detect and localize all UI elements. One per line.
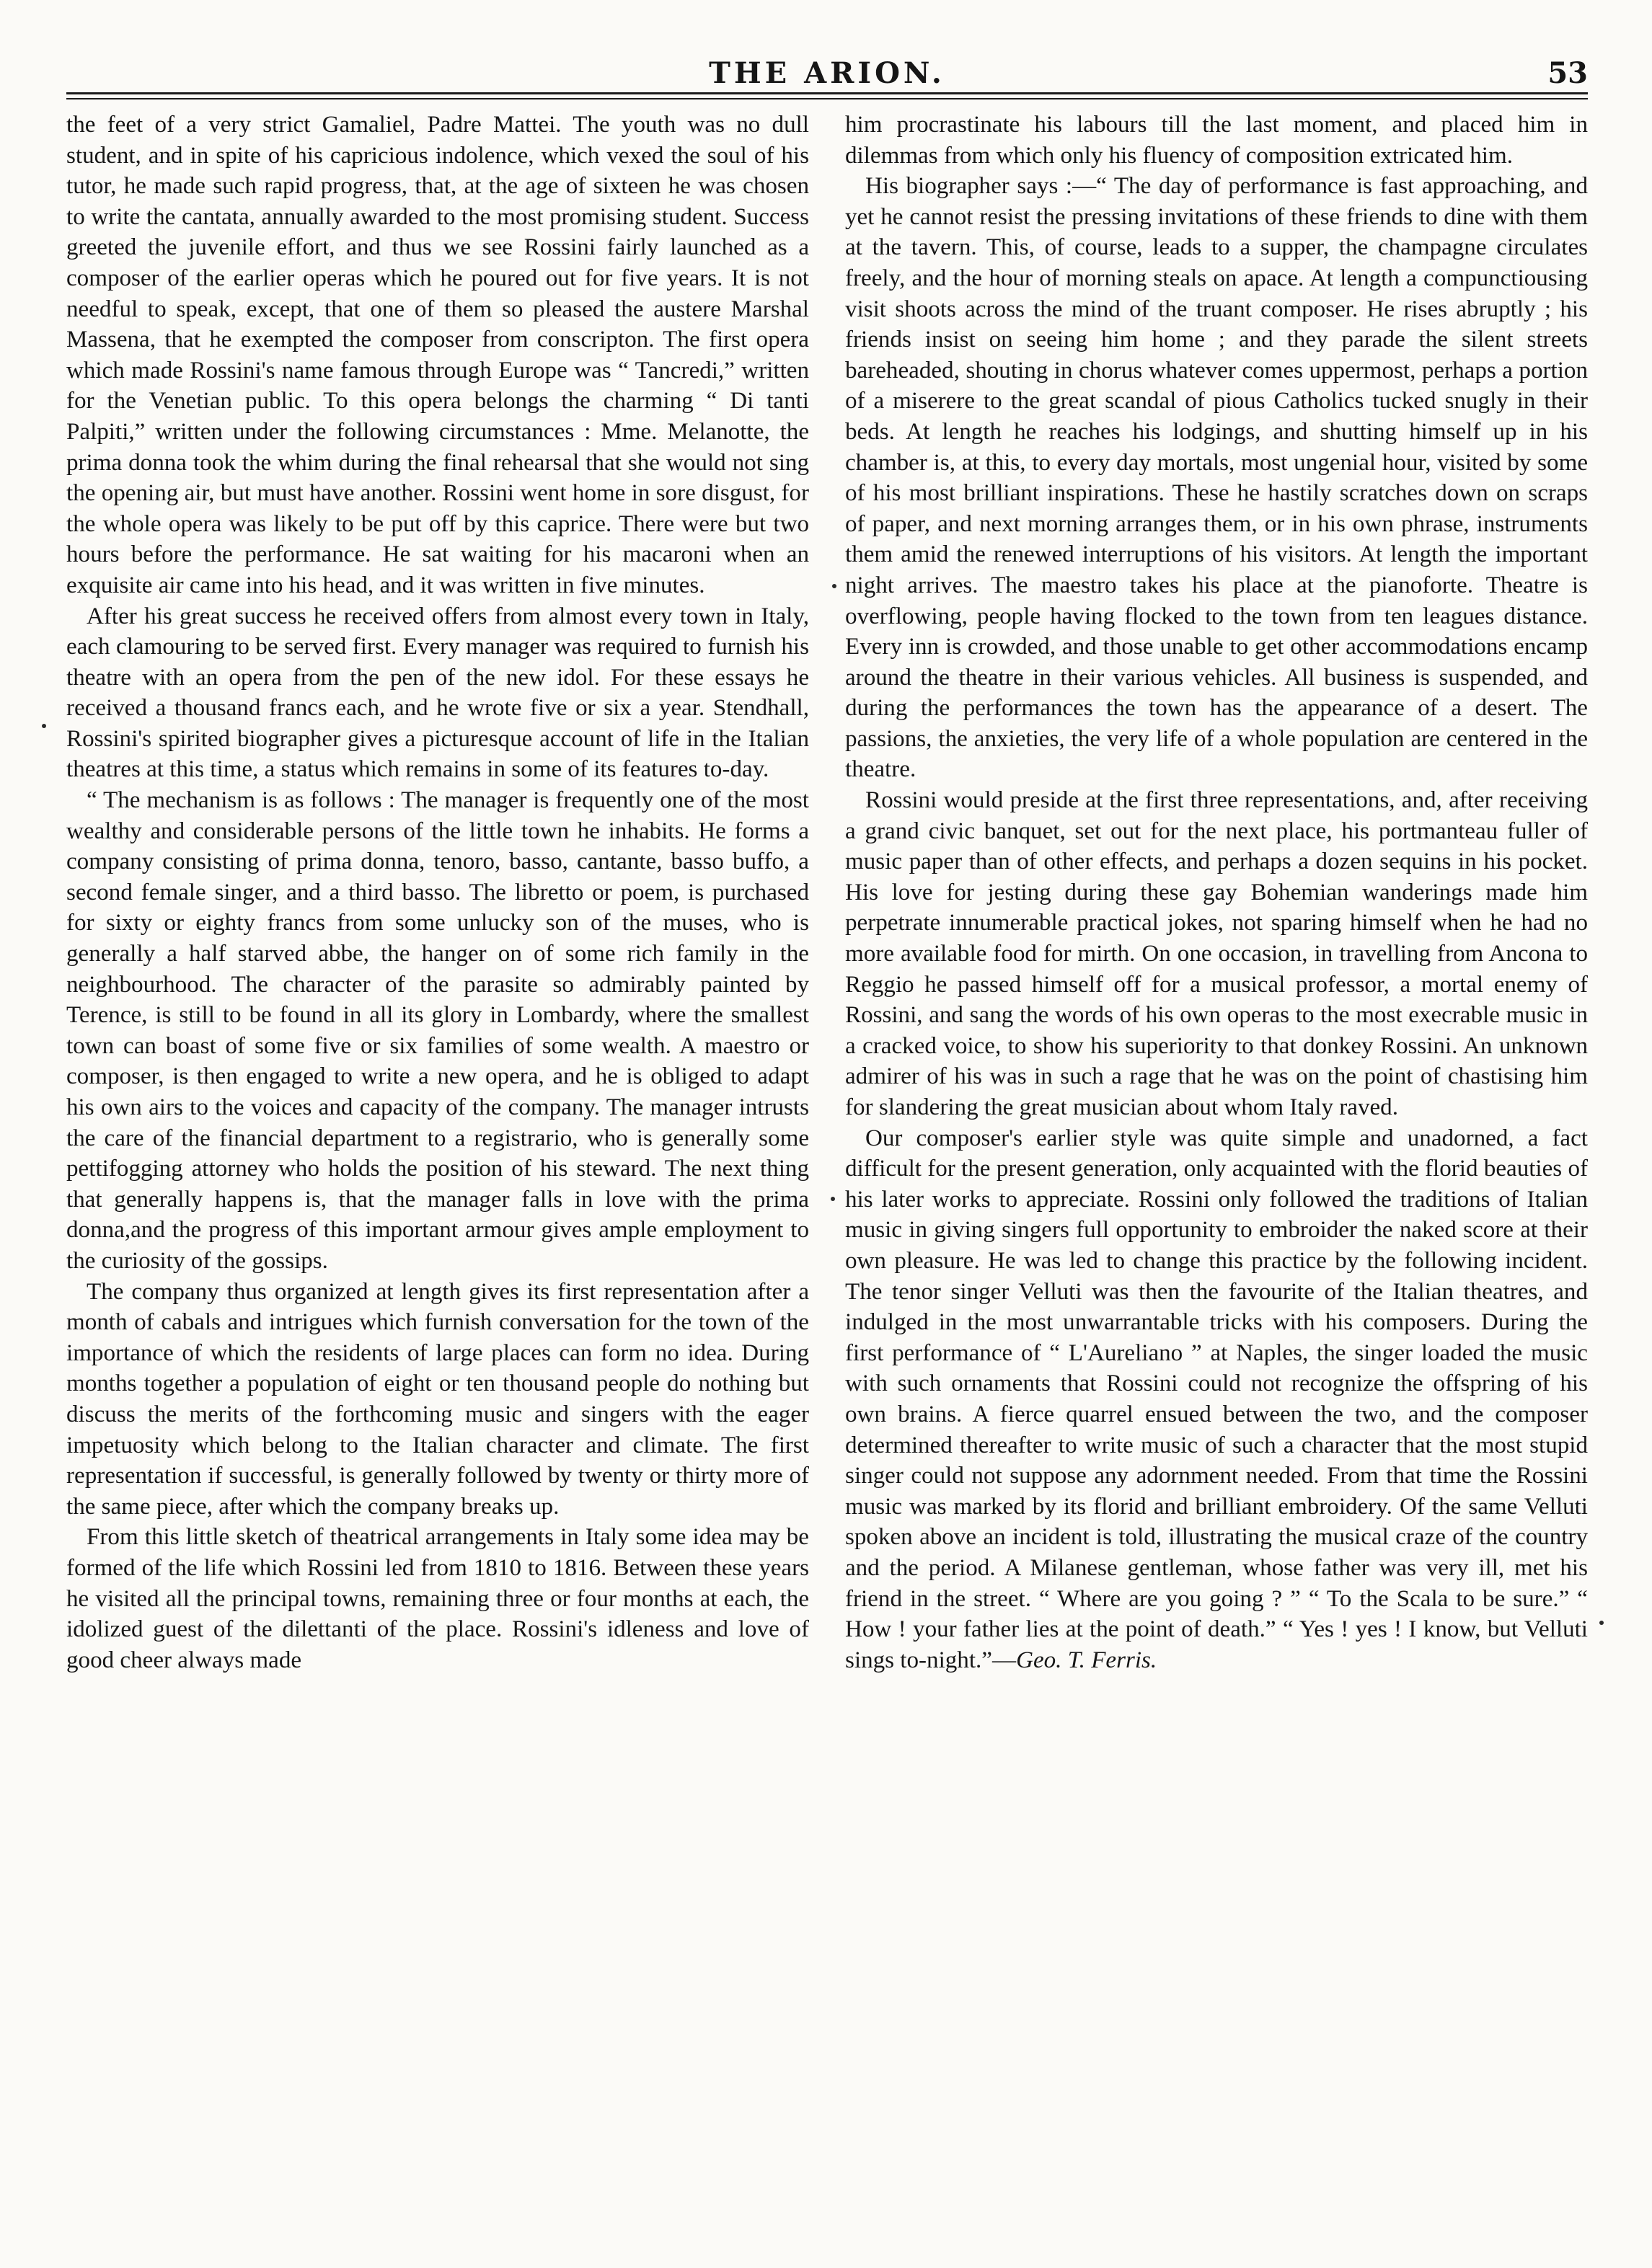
- paragraph: Rossini would preside at the first three representations, and, after receiving a grand civic banquet, set out for the next place, his portmanteau fuller of music paper than of other effects, and perhaps a dozen sequins in his pocket. His love for jesting during these gay Bohemian wanderings made him perpetrate innumerable practical jokes, not sparing himself when he had no more available food for mirth. On one occasion, in travelling from Ancona to Reggio he passed himself off for a musical professor, a mortal enemy of Rossini, and sang the words of his own operas to the most execrable music in a cracked voice, to show his superiority to that donkey Rossini. An unknown admirer of his was in such a rage that he was on the point of chastising him for slandering the great musician about whom Italy raved.: [845, 787, 1588, 1120]
- left-column: [66, 110, 809, 2222]
- paragraph: The company thus organized at length gives its first representation after a month of cabals and intrigues which furnish conversation for the town of the importance of which the residents of large places can form no idea. During months together a population of eight or ten thousand people do nothing but discuss the merits of the forthcoming music and singers with the eager impetuosity which belong to the Italian character and climate. The first representation if successful, is generally followed by twenty or thirty more of the same piece, after which the company breaks up.: [66, 1278, 809, 1520]
- paragraph-text: Our composer's earlier style was quite simple and unadorned, a fact difficult for the present generation, only acquainted with the florid beauties of his later works to appreciate. Rossini only followed the traditions of Italian music in giving singers full opportunity to embroider the naked score at their own pleasure. He was led to change this practice by the following incident. The tenor singer Velluti was then the favourite of the Italian theatres, and indulged in the most unwarrantable tricks with his composers. During the first performance of “ L'Aureliano ” at Naples, the singer loaded the music with such ornaments that Rossini could not recognize the offspring of his own brains. A fierce quarrel ensued between the two, and the composer determined thereafter to write music of such a character that the most stupid singer could not suppose any adornment needed. From that time the Rossini music was marked by its florid and brilliant embroidery. Of the same Velluti spoken above an incident is told, illustrating the musical craze of the country and the period. A Milanese gentleman, whose father was very ill, met his friend in the street. “ Where are you going ? ” “ To the Scala to be sure.” “ How ! your father lies at the point of death.” “ Yes ! yes ! I know, but Velluti sings to-night.”—: [845, 1125, 1588, 1673]
- paragraph: From this little sketch of theatrical arrangements in Italy some idea may be formed of the life which Rossini led from 1810 to 1816. Between these years he visited all the principal towns, remaining three or four months at each, the idolized guest of the dilettanti of the place. Rossini's idleness and love of good cheer always made: [66, 1524, 809, 1673]
- last-paragraph: [845, 1123, 1588, 1676]
- author-signature: Geo. T. Ferris.: [1016, 1647, 1157, 1673]
- paragraph: After his great success he received offers from almost every town in Italy, each clamouring to be served first. Every manager was required to furnish his theatre with an opera from the pen of the new idol. For these essays he received a thousand francs each, and he wrote five or six a year. Stendhall, Rossini's spirited biographer gives a picturesque account of life in the Italian theatres at this time, a status which remains in some of its features to-day.: [66, 603, 809, 783]
- paragraph: “ The mechanism is as follows : The manager is frequently one of the most wealthy and considerable persons of the little town he inhabits. He forms a company consisting of prima donna, tenoro, basso, cantante, basso buffo, a second female singer, and a third basso. The libretto or poem, is purchased for sixty or eighty francs from some unlucky son of the muses, who is generally a half starved abbe, the hanger on of some rich family in the neighbourhood. The character of the parasite so admirably painted by Terence, is still to be found in all its glory in Lombardy, where the smallest town can boast of some five or six families of some wealth. A maestro or composer, is then engaged to write a new opera, and he is obliged to adapt his own airs to the voices and capacity of the company. The manager intrusts the care of the financial department to a registrario, who is generally some pettifogging attorney who holds the position of his steward. The next thing that generally happens is, that the manager falls in love with the prima donna,and the progress of this important armour gives ample employment to the curiosity of the gossips.: [66, 787, 809, 1274]
- right-column: [845, 110, 1588, 2222]
- header-rule-thin: [66, 98, 1588, 99]
- scan-speck: [831, 1197, 835, 1201]
- header-rule-thick: [66, 92, 1588, 94]
- page-number: 53: [1547, 56, 1588, 90]
- paragraph: the feet of a very strict Gamaliel, Padre Mattei. The youth was no dull student, and in spite of his capricious indolence, which vexed the soul of his tutor, he made such rapid progress, that, at the age of sixteen he was chosen to write the cantata, annually awarded to the most promising student. Success greeted the juvenile effort, and thus we see Rossini fairly launched as a composer of the earlier operas which he poured out for five years. It is not needful to speak, except, that one of them so pleased the austere Marshal Massena, that he exempted the composer from conscripton. The first opera which made Rossini's name famous through Europe was “ Tancredi,” written for the Venetian public. To this opera belongs the charming “ Di tanti Palpiti,” written under the following circumstances : Mme. Melanotte, the prima donna took the whim during the final rehearsal that she would not sing the opening air, but must have another. Rossini went home in sore disgust, for the whole opera was likely to be put off by this caprice. There were but two hours before the performance. He sat waiting for his macaroni when an exquisite air came into his head, and it was written in five minutes.: [66, 112, 809, 598]
- scan-speck: [1599, 1621, 1604, 1625]
- magazine-title: THE ARION.: [709, 56, 945, 90]
- paragraph: His biographer says :—“ The day of performance is fast approaching, and yet he cannot resist the pressing invitations of these friends to dine with them at the tavern. This, of course, leads to a supper, the champagne circulates freely, and the hour of morning steals on apace. At length a compunctiousing visit shoots across the mind of the truant composer. He rises abruptly ; his friends insist on seeing him home ; and they parade the silent streets bareheaded, shouting in chorus whatever comes uppermost, perhaps a portion of a miserere to the great scandal of pious Catholics tucked snugly in their beds. At length he reaches his lodgings, and shutting himself up in his chamber is, at this, to every day mortals, most ungenial hour, visited by some of his most brilliant inspirations. These he hastily scratches down on scraps of paper, and next morning arranges them, or in his own phrase, instruments them amid the renewed interruptions of his visitors. At length the important night arrives. The maestro takes his place at the pianoforte. Theatre is overflowing, people having flocked to the town from ten leagues distance. Every inn is crowded, and those unable to get other accommodations encamp around the theatre in their various vehicles. All business is suspended, and during the performances the town has the appearance of a desert. The passions, the anxieties, the very life of a whole population are centered in the theatre.: [845, 173, 1588, 783]
- paragraph: him procrastinate his labours till the last moment, and placed him in dilemmas from which only his fluency of composition extricated him.: [845, 112, 1588, 169]
- scan-speck: [42, 724, 46, 728]
- scan-speck: [832, 584, 836, 588]
